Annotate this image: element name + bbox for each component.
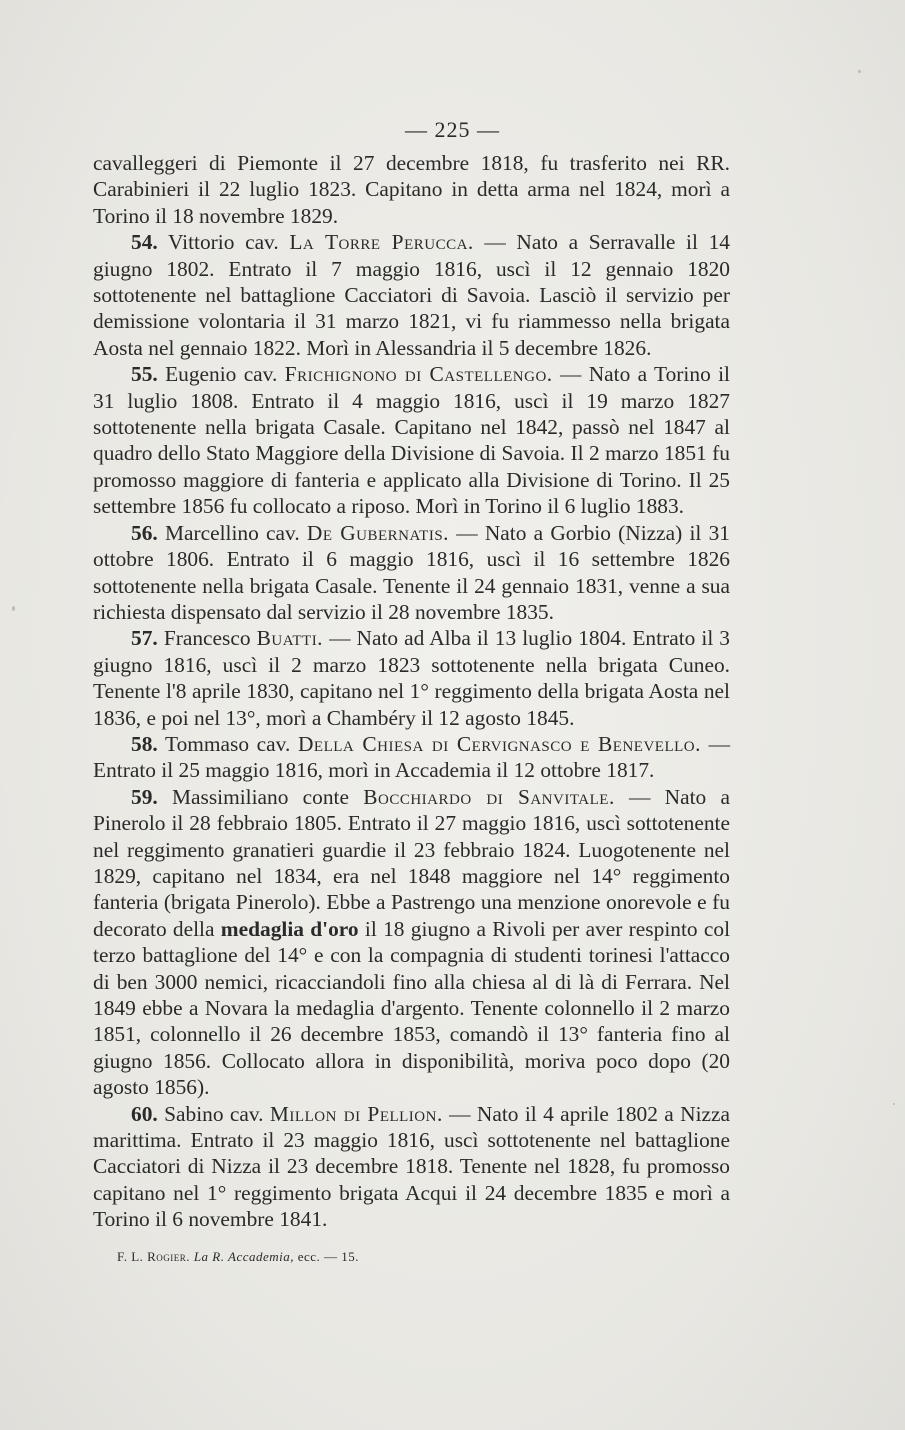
entry-number: 59. xyxy=(131,784,158,809)
entry-text: — Entrato il 25 maggio 1816, morì in Accademia il 12 ottobre 1817. xyxy=(93,731,730,783)
entry-number: 55. xyxy=(131,362,158,387)
page-body xyxy=(93,150,730,1233)
entry-56 xyxy=(93,520,730,626)
entry-surname: La Torre Perucca. xyxy=(289,230,474,255)
entry-59 xyxy=(93,784,730,1101)
entry-given-name: Tommaso cav. xyxy=(165,731,291,756)
entry-number: 57. xyxy=(131,626,158,651)
entry-surname: Buatti. xyxy=(256,626,324,651)
paper-speck xyxy=(12,606,15,611)
entry-given-name: Marcellino cav. xyxy=(164,520,300,545)
entry-given-name: Vittorio cav. xyxy=(168,230,279,255)
opening-paragraph: cavalleggeri di Piemonte il 27 decembre 1818, fu trasferito nei RR. Carabinieri il 22 luglio 1823. Capitano in detta arma nel 1824, morì a Torino il 18 novembre 1829. xyxy=(93,151,730,228)
entry-number: 56. xyxy=(131,520,158,545)
paper-speck xyxy=(858,70,861,73)
footer-title: La R. Accademia, xyxy=(193,1249,294,1264)
entry-57 xyxy=(93,625,730,731)
entry-surname: Frichignono di Castellengo. xyxy=(284,362,553,387)
entry-text: — Nato il 4 aprile 1802 a Nizza marittima. Entrato il 23 maggio 1816, uscì sottotenente nel battaglione Cacciatori di Nizza il 23 decembre 1818. Tenente nel 1828, fu promosso capitano nel 1° reggimento brigata Acqui il 24 decembre 1835 e morì a Torino il 6 novembre 1841. xyxy=(93,1101,730,1232)
entry-surname: Bocchiardo di Sanvitale. xyxy=(363,784,615,809)
signature-footer xyxy=(117,1249,359,1265)
page-number: — 225 — xyxy=(405,117,500,142)
medal-highlight: medaglia d'oro xyxy=(220,916,359,941)
entry-number: 54. xyxy=(131,230,158,255)
entry-surname: De Gubernatis. xyxy=(306,520,450,545)
entry-54 xyxy=(93,229,730,361)
entry-given-name: Eugenio cav. xyxy=(165,362,278,387)
entry-text: — Nato ad Alba il 13 luglio 1804. Entrato il 3 giugno 1816, uscì il 2 marzo 1823 sottotenente nella brigata Cuneo. Tenente l'8 aprile 1830, capitano nel 1° reggimento della brigata Aosta nel 1836, e poi nel 13°, morì a Chambéry il 12 agosto 1845. xyxy=(93,626,731,730)
footer-signature-mark: ecc. — 15. xyxy=(297,1249,360,1264)
entry-text: — Nato a Serravalle il 14 giugno 1802. Entrato il 7 maggio 1816, uscì il 12 gennaio 1820 sottotenente nel battaglione Cacciatori di Savoia. Lasciò il servizio per demissione volontaria il 31 marzo 1821, vi fu riammesso nella brigata Aosta nel gennaio 1822. Morì in Alessandria il 5 decembre 1826. xyxy=(93,230,730,360)
footer-author: F. L. Rogier. xyxy=(117,1249,191,1264)
entry-text-continued: il 18 giugno a Rivoli per aver respinto col terzo battaglione del 14° e con la compagnia di studenti torinesi l'attacco di ben 3000 nemici, ricacciandoli fino alla chiesa al di là di Ferrara. Nel 1849 ebbe a Novara la medaglia d'argento. Tenente colonnello il 2 marzo 1851, colonnello il 26 decembre 1853, comandò il 13° fanteria fino al giugno 1856. Collocato allora in disponibilità, moriva poco dopo (20 agosto 1856). xyxy=(93,916,731,1100)
entry-55 xyxy=(93,361,730,519)
entry-number: 58. xyxy=(131,731,158,756)
entry-surname: Millon di Pellion. xyxy=(269,1101,443,1126)
entry-text: — Nato a Pinerolo il 28 febbraio 1805. Entrato il 27 maggio 1816, uscì sottotenente nel reggimento granatieri guardie il 23 febbraio 1824. Luogotenente nel 1829, capitano nel 1834, era nel 1848 maggiore nel 14° reggimento fanteria (brigata Pinerolo). Ebbe a Pastrengo una menzione onorevole e fu decorato della xyxy=(93,784,730,941)
entry-given-name: Francesco xyxy=(163,626,251,651)
entry-surname: Della Chiesa di Cervignasco e Benevello. xyxy=(297,731,701,756)
entry-number: 60. xyxy=(131,1101,158,1126)
paper-speck xyxy=(893,1103,895,1105)
entry-given-name: Sabino cav. xyxy=(164,1101,264,1126)
entry-text: — Nato a Torino il 31 luglio 1808. Entrato il 4 maggio 1816, uscì il 19 marzo 1827 sottotenente nella brigata Casale. Capitano nel 1842, passò nel 1847 al quadro dello Stato Maggiore della Divisione di Savoia. Il 2 marzo 1851 fu promosso maggiore di fanteria e applicato alla Divisione di Torino. Il 25 settembre 1856 fu collocato a riposo. Morì in Torino il 6 luglio 1883. xyxy=(93,362,730,519)
entry-given-name: Massimiliano conte xyxy=(171,784,349,809)
entry-60 xyxy=(93,1101,730,1233)
entry-58 xyxy=(93,731,730,784)
entry-text: — Nato a Gorbio (Nizza) il 31 ottobre 1806. Entrato il 6 maggio 1816, uscì il 16 settembre 1826 sottotenente nella brigata Casale. Tenente il 24 gennaio 1831, venne a sua richiesta dispensato dal servizio il 28 novembre 1835. xyxy=(93,520,730,624)
